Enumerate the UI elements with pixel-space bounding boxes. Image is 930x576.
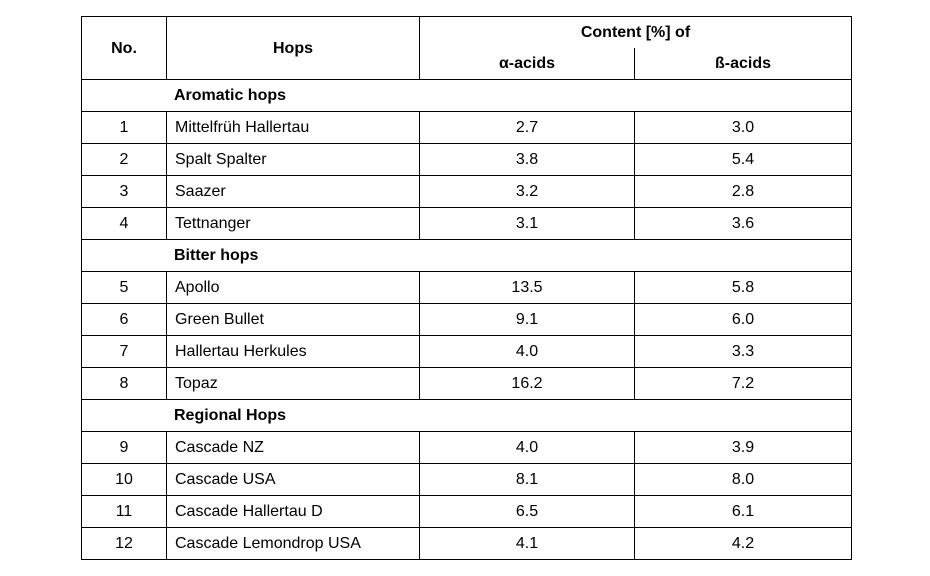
hop-name: Cascade Hallertau D [167,496,420,528]
beta-acid-value: 8.0 [635,464,852,496]
beta-acid-value: 3.0 [635,112,852,144]
table-row [82,144,852,176]
hop-name: Topaz [167,368,420,400]
group-row [82,400,852,432]
alpha-acid-value: 3.8 [420,144,635,176]
alpha-acid-value: 2.7 [420,112,635,144]
hop-name: Cascade Lemondrop USA [167,528,420,560]
header-no: No. [82,17,167,80]
alpha-acid-value: 3.2 [420,176,635,208]
table-row [82,432,852,464]
hop-name: Green Bullet [167,304,420,336]
header-row [82,17,852,49]
beta-acid-value: 7.2 [635,368,852,400]
row-number: 4 [82,208,167,240]
row-number: 5 [82,272,167,304]
alpha-acid-value: 6.5 [420,496,635,528]
table-row [82,528,852,560]
table-row [82,176,852,208]
hop-name: Saazer [167,176,420,208]
beta-acid-value: 5.4 [635,144,852,176]
beta-acid-value: 2.8 [635,176,852,208]
beta-acid-value: 4.2 [635,528,852,560]
table-body [82,80,852,560]
header-alpha-acids: α-acids [420,48,635,80]
alpha-acid-value: 9.1 [420,304,635,336]
beta-acid-value: 6.1 [635,496,852,528]
alpha-acid-value: 3.1 [420,208,635,240]
row-number: 1 [82,112,167,144]
group-title: Aromatic hops [82,80,852,112]
hop-name: Apollo [167,272,420,304]
alpha-acid-value: 4.1 [420,528,635,560]
beta-acid-value: 6.0 [635,304,852,336]
row-number: 12 [82,528,167,560]
table-row [82,336,852,368]
hop-name: Spalt Spalter [167,144,420,176]
row-number: 8 [82,368,167,400]
beta-acid-value: 3.6 [635,208,852,240]
alpha-acid-value: 4.0 [420,336,635,368]
beta-acid-value: 3.9 [635,432,852,464]
table-row [82,272,852,304]
header-beta-acids: ß-acids [635,48,852,80]
row-number: 10 [82,464,167,496]
hop-name: Cascade NZ [167,432,420,464]
group-row [82,80,852,112]
hop-name: Hallertau Herkules [167,336,420,368]
hops-table [81,16,852,560]
hop-name: Cascade USA [167,464,420,496]
alpha-acid-value: 8.1 [420,464,635,496]
row-number: 7 [82,336,167,368]
hop-name: Tettnanger [167,208,420,240]
hop-name: Mittelfrüh Hallertau [167,112,420,144]
group-title: Regional Hops [82,400,852,432]
row-number: 11 [82,496,167,528]
alpha-acid-value: 4.0 [420,432,635,464]
alpha-acid-value: 16.2 [420,368,635,400]
row-number: 3 [82,176,167,208]
table-row [82,368,852,400]
beta-acid-value: 3.3 [635,336,852,368]
group-title: Bitter hops [82,240,852,272]
header-content: Content [%] of [420,17,852,49]
table-row [82,464,852,496]
row-number: 9 [82,432,167,464]
table-row [82,208,852,240]
row-number: 6 [82,304,167,336]
beta-acid-value: 5.8 [635,272,852,304]
row-number: 2 [82,144,167,176]
header-hops: Hops [167,17,420,80]
alpha-acid-value: 13.5 [420,272,635,304]
table-row [82,304,852,336]
group-row [82,240,852,272]
table-row [82,496,852,528]
table-row [82,112,852,144]
